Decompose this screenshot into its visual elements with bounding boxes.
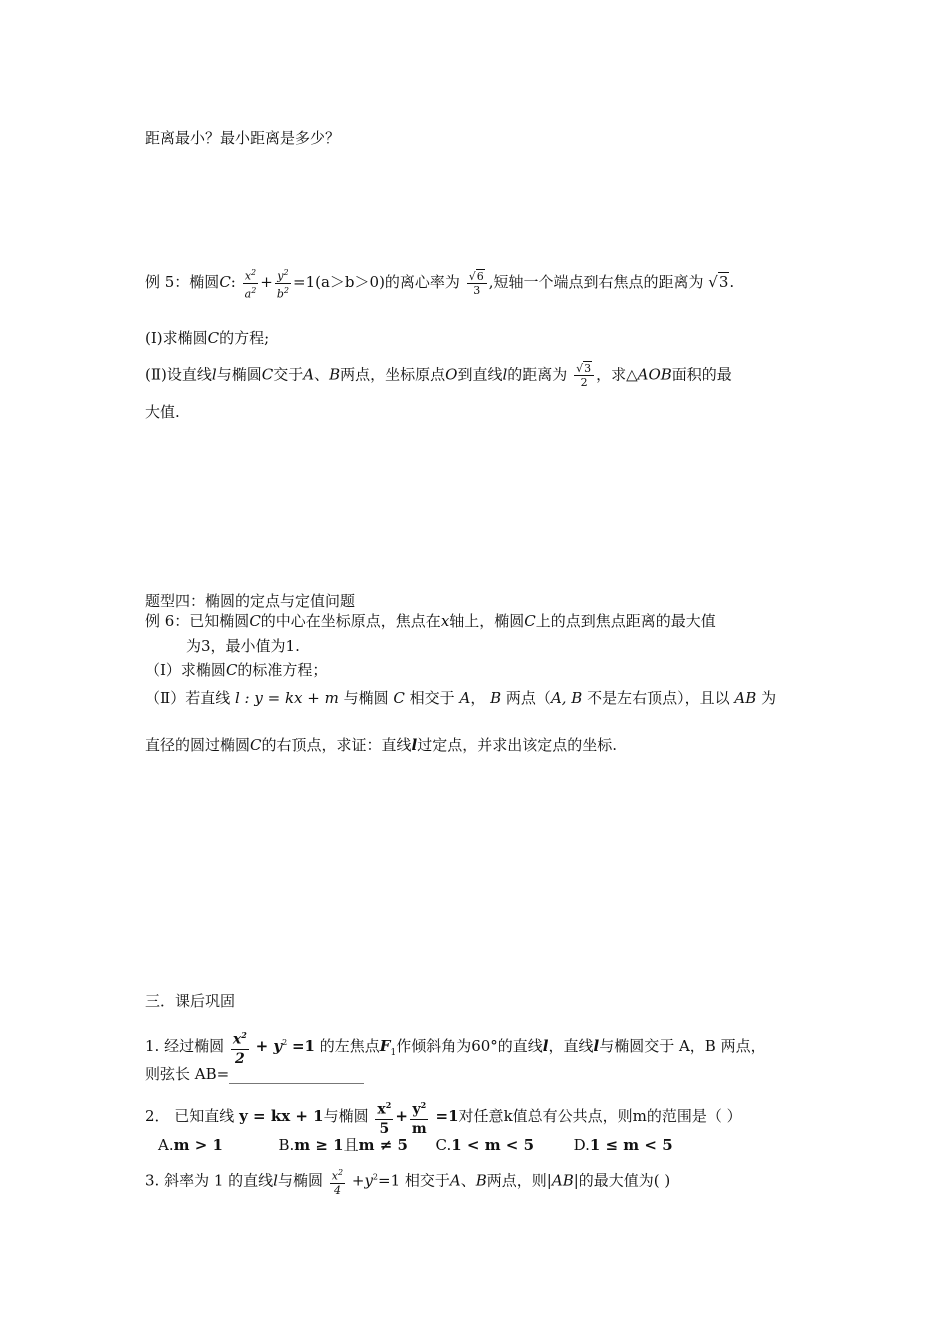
review-q3: 3. 斜率为 1 的直线l与椭圆 $\frac{x^2}{4}$ $+y^2=1$ 相交于A、B两点，则|AB|的最大值为( ) — [145, 1168, 671, 1197]
example5-part1: (Ⅰ)求椭圆C的方程; — [145, 329, 270, 347]
frac-y2-b2: $\frac{y^2}{b^2}$ — [276, 268, 290, 301]
example5-part2: (Ⅱ)设直线l与椭圆C交于A、B两点，坐标原点O到直线l的距离为 $\frac{√3}{2}$ ，求△AOB面积的最 — [145, 362, 732, 389]
question-tail: 距离最小？最小距离是多少？ — [145, 129, 341, 147]
section-heading-type4: 题型四：椭圆的定点与定值问题 — [145, 592, 356, 610]
review-q1-cont: 则弦长 AB= — [145, 1064, 364, 1084]
answer-blank[interactable] — [229, 1069, 364, 1084]
example5-part2-cont: 大值. — [145, 403, 180, 421]
eccentricity-fraction: $\frac{√6}{3}$ — [467, 270, 487, 297]
example5-statement: 例 5：椭圆C: $\frac{x^2}{a^2}$ + $\frac{y^2}{b^2}$ =1(a＞b＞0)的离心率为 $\frac{√6}{3}$ ,短轴一个端点到右焦点的距离为 √3. — [145, 268, 735, 301]
frac-x2-2: $\frac{x^2}{2}$ — [231, 1026, 249, 1068]
section-heading-review: 三．课后巩固 — [145, 992, 236, 1010]
review-q2-options: A.m > 1 B.m ≥ 1且m ≠ 5 C.1 < m < 5 D.1 ≤ m < 5 — [158, 1136, 673, 1154]
frac-x2-4: $\frac{x^2}{4}$ — [331, 1168, 344, 1197]
frac-x2-5: $\frac{x^2}{5}$ — [375, 1096, 393, 1138]
example6-statement: 例 6：已知椭圆C的中心在坐标原点，焦点在x轴上，椭圆C上的点到焦点距离的最大值 — [145, 612, 716, 630]
example6-statement-cont: 为3，最小值为1. — [186, 637, 300, 655]
review-q1: 1. 经过椭圆 $\frac{x^2}{2}$ + $y^2 =1$ 的左焦点$F_1$作倾斜角为60°的直线l，直线l与椭圆交于 A，B 两点， — [145, 1026, 766, 1068]
example6-part1: （Ⅰ）求椭圆C的标准方程； — [145, 661, 328, 679]
frac-y2-m: $\frac{y^2}{m}$ — [410, 1096, 429, 1138]
example6-part2-cont: 直径的圆过椭圆C的右顶点，求证：直线l过定点，并求出该定点的坐标. — [145, 736, 617, 754]
review-q2: 2． 已知直线 y = kx + 1与椭圆 $\frac{x^2}{5}$ + $\frac{y^2}{m}$ =1对任意k值总有公共点，则m的范围是（ ） — [145, 1096, 742, 1138]
distance-fraction: $\frac{√3}{2}$ — [574, 362, 594, 389]
example6-part2: （Ⅱ）若直线 l : y = kx + m 与椭圆 C 相交于 A， B 两点（A, B 不是左右顶点），且以 AB 为 — [145, 689, 777, 707]
frac-x2-a2: $\frac{x^2}{a^2}$ — [244, 268, 257, 301]
